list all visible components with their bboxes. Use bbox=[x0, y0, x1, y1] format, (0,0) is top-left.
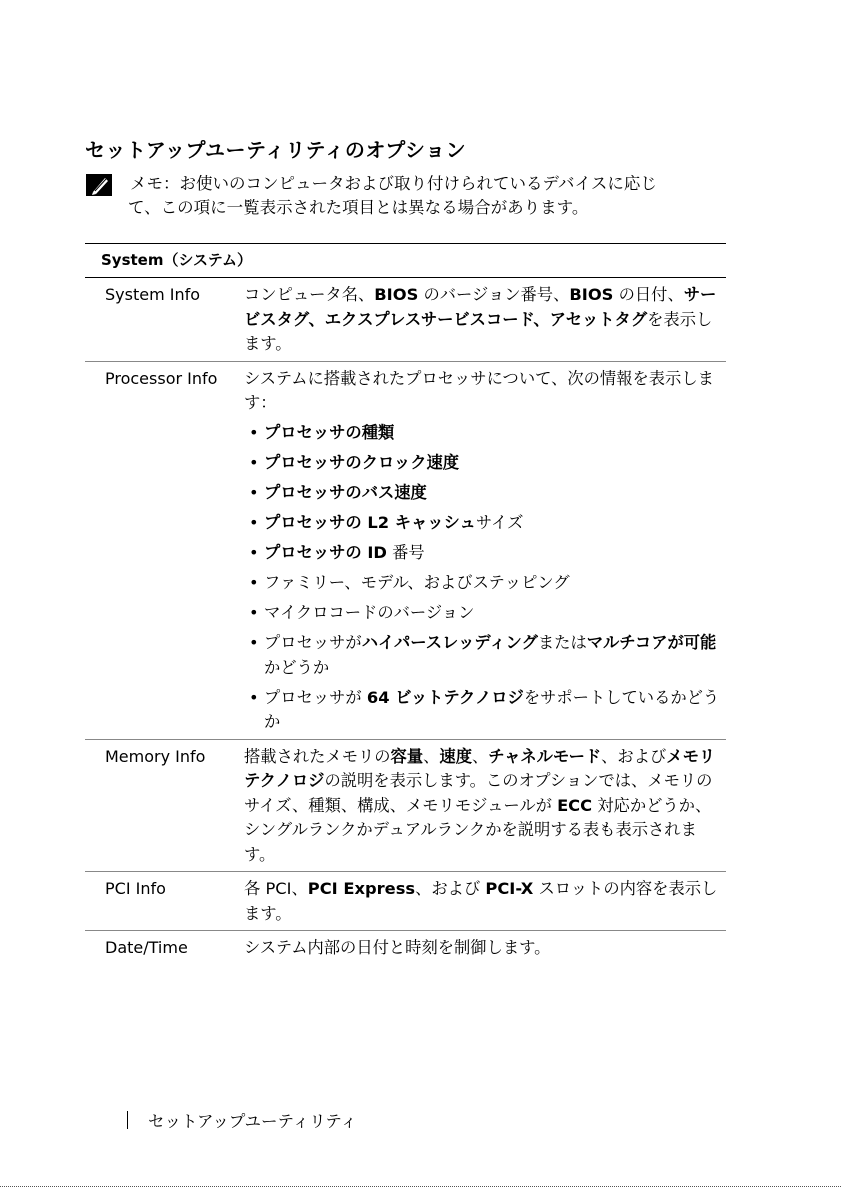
section-heading: セットアップユーティリティのオプション bbox=[85, 138, 467, 162]
footer-title: セットアップユーティリティ bbox=[148, 1112, 358, 1131]
text-run: BIOS bbox=[569, 285, 614, 304]
text-run: 、および bbox=[601, 746, 667, 766]
table-row bbox=[85, 740, 726, 873]
option-description bbox=[244, 367, 726, 735]
table-row bbox=[85, 931, 726, 965]
text-run: PCI bbox=[265, 879, 292, 898]
note-line-2: て、この項に一覧表示された項目とは異なる場合があります。 bbox=[128, 198, 589, 217]
text-run: 対応かどうか、シングルランクかデュアルランクかを説明する表も表示されます。 bbox=[244, 795, 712, 864]
list-item bbox=[244, 541, 726, 566]
text-run: ID bbox=[367, 543, 387, 562]
text-run: プロセッサのクロック速度 bbox=[264, 453, 460, 472]
text-run: 、および bbox=[415, 879, 486, 898]
text-run: サイズ bbox=[475, 513, 524, 532]
table-row bbox=[85, 362, 726, 740]
text-run: 搭載されたメモリの bbox=[244, 746, 391, 766]
option-name: System Info bbox=[105, 285, 201, 304]
description-text bbox=[244, 936, 726, 961]
text-run: L2 bbox=[367, 513, 390, 532]
list-item bbox=[244, 601, 726, 626]
text-run: コンピュータ名、 bbox=[244, 285, 375, 304]
text-run: マイクロコードのバージョン bbox=[264, 603, 475, 622]
page-footer bbox=[127, 1109, 357, 1131]
text-run: キャッシュ bbox=[389, 513, 476, 532]
bullet-list bbox=[244, 421, 726, 735]
description-text bbox=[244, 877, 726, 926]
text-run: をサポートしているかどうか bbox=[264, 687, 720, 731]
list-item bbox=[244, 511, 726, 536]
text-run: メモリテクノロジ bbox=[244, 746, 716, 790]
text-run: 容量 bbox=[390, 746, 424, 766]
pencil-note-icon bbox=[85, 173, 115, 197]
description-intro: システムに搭載されたプロセッサについて、次の情報を表示します： bbox=[244, 368, 714, 412]
text-run: ECC bbox=[557, 795, 593, 815]
text-run: のバージョン番号、 bbox=[418, 285, 570, 304]
text-run: 、 bbox=[423, 746, 440, 766]
list-item bbox=[244, 631, 726, 680]
text-run: ハイパースレッディング bbox=[361, 633, 538, 652]
text-run: プロセッサが bbox=[264, 633, 362, 652]
text-run: 、 bbox=[472, 746, 489, 766]
option-name: Date/Time bbox=[105, 938, 188, 957]
note-line-1: メモ：お使いのコンピュータおよび取り付けられているデバイスに応じ bbox=[130, 174, 657, 193]
text-run: プロセッサのバス速度 bbox=[264, 483, 427, 502]
text-run: プロセッサの bbox=[264, 513, 368, 532]
text-run: サービスタグ、エクスプレスサービスコード、アセットタグ bbox=[244, 285, 717, 329]
text-run: 番号 bbox=[386, 543, 425, 562]
text-run: スロットの内容を表示します。 bbox=[244, 879, 718, 923]
option-description bbox=[244, 936, 726, 961]
text-run: プロセッサの bbox=[264, 543, 368, 562]
text-run: ファミリー、モデル、およびステッピング bbox=[264, 573, 570, 592]
option-name: PCI Info bbox=[105, 879, 166, 898]
text-run: 速度 bbox=[439, 746, 472, 766]
option-name: Memory Info bbox=[105, 746, 206, 766]
text-run: プロセッサが bbox=[264, 687, 367, 707]
text-run: または bbox=[537, 633, 587, 652]
text-run: の説明を表示します。このオプションでは、メモリのサイズ、種類、構成、メモリモジュールが bbox=[244, 771, 713, 815]
description-text bbox=[244, 745, 726, 868]
footer-rule bbox=[127, 1111, 128, 1129]
text-run: PCI-X bbox=[485, 879, 534, 898]
text-run: BIOS bbox=[374, 285, 419, 304]
table-section-header: System（システム） bbox=[85, 244, 726, 278]
option-description bbox=[244, 877, 726, 926]
text-run: プロセッサの種類 bbox=[264, 423, 395, 442]
text-run: の日付、 bbox=[613, 285, 684, 304]
text-run: かどうか bbox=[264, 657, 330, 677]
options-table bbox=[85, 243, 726, 965]
list-item bbox=[244, 571, 726, 596]
table-row bbox=[85, 872, 726, 931]
note-box bbox=[85, 172, 730, 220]
option-name: Processor Info bbox=[105, 368, 218, 388]
option-description bbox=[244, 283, 726, 357]
text-run: 各 bbox=[244, 879, 266, 898]
text-run: 64 ビットテクノロジ bbox=[366, 687, 524, 707]
list-item bbox=[244, 686, 726, 735]
table-row bbox=[85, 278, 726, 362]
crop-edge-dotted-line bbox=[0, 1186, 841, 1187]
text-run: システム内部の日付と時刻を制御します。 bbox=[244, 938, 551, 957]
list-item bbox=[244, 481, 726, 506]
text-run: チャネルモード bbox=[488, 746, 602, 766]
text-run: PCI Express bbox=[307, 879, 416, 898]
option-description bbox=[244, 745, 726, 868]
list-item bbox=[244, 421, 726, 446]
text-run: マルチコアが可能 bbox=[586, 633, 717, 652]
description-text bbox=[244, 283, 726, 357]
list-item bbox=[244, 451, 726, 476]
text-run: を表示します。 bbox=[244, 309, 713, 353]
text-run: 、 bbox=[291, 879, 308, 898]
note-text bbox=[130, 172, 730, 220]
